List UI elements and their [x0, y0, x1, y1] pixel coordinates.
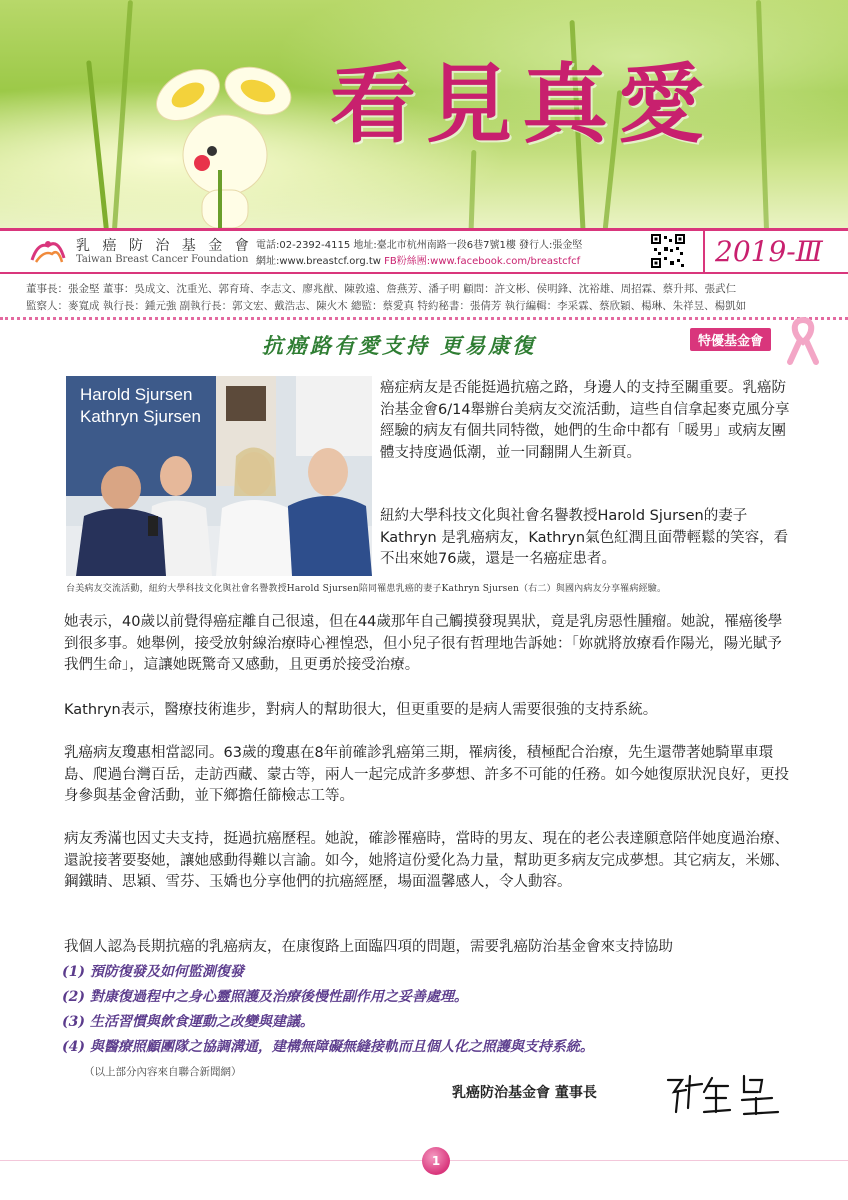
handwritten-signature-image [660, 1068, 790, 1118]
photo-name-line: Harold Sjursen [80, 385, 193, 404]
photo-caption: 台美病友交流活動，紐約大學科技文化與社會名譽教授Harold Sjursen陪同罹患乳癌的妻子Kathryn Sjursen（右二）與國內病友分享罹病經驗。 [66, 584, 667, 594]
issue-list-item: (4) 與醫療照顧團隊之協調溝通，建構無障礙無縫接軌而且個人化之照護與支持系統。 [62, 1039, 594, 1055]
signature-title: 乳癌防治基金會 董事長 [452, 1085, 597, 1101]
org-name-chinese: 乳 癌 防 治 基 金 會 [76, 238, 253, 254]
dotted-divider [0, 317, 848, 320]
issue-box [703, 231, 848, 273]
qr-code-icon [650, 233, 686, 269]
photo-overlay-names [80, 384, 201, 428]
grass-stem [469, 150, 477, 228]
page-number: 1 [422, 1147, 450, 1175]
photo-name-line: Kathryn Sjursen [80, 407, 201, 426]
website-info [256, 252, 580, 267]
foundation-logo-icon [28, 234, 68, 270]
grass-stem [86, 60, 109, 228]
contact-info: 電話:02-2392-4115 地址:臺北市杭州南路一段6巷7號1樓 發行人:張金堅 [256, 240, 583, 251]
source-note: （以上部分內容來自聯合新聞網） [84, 1066, 242, 1078]
header-banner [0, 0, 848, 228]
article-paragraph: 她表示，40歲以前覺得癌症離自己很遠，但在44歲那年自己觸摸發現異狀，竟是乳房惡性腫瘤。她說，罹癌後學到很多事。她舉例，接受放射線治療時心裡惶恐，但小兒子很有哲理地告訴她：「妳就將放療看作陽光，陽光賦予我們生命」，這讓她既驚奇又感動，且更勇於接受治療。 [64, 614, 783, 673]
event-photo [66, 376, 372, 576]
page-title: 看見真愛 [330, 54, 714, 155]
org-name-english: Taiwan Breast Cancer Foundation [76, 254, 249, 265]
divider [0, 272, 848, 274]
article-paragraph: 癌症病友是否能挺過抗癌之路，身邊人的支持至關重要。乳癌防治基金會6/14舉辦台美病友交流活動，這些自信拿起麥克風分享經驗的病友有個共同特徵，她們的生命中都有「暖男」或病友團體支持度過低潮，並一同翻開人生新頁。 [380, 380, 790, 461]
info-bar [0, 228, 848, 274]
pink-ribbon-icon [786, 316, 820, 366]
article-paragraph: Kathryn表示，醫療技術進步，對病人的幫助很大，但更重要的是病人需要很強的支持系統。 [64, 702, 658, 718]
issue-list-item: (1) 預防復發及如何監測復發 [62, 964, 244, 980]
article-paragraph: 紐約大學科技文化與社會名譽教授Harold Sjursen的妻子Kathryn 是乳癌病友，Kathryn氣色紅潤且面帶輕鬆的笑容，看不出來她76歲，還是一名癌症患者。 [380, 508, 789, 567]
article-paragraph: 病友秀滿也因丈夫支持，挺過抗癌歷程。她說，確診罹癌時，當時的男友、現在的老公表達願意陪伴她度過治療、還說接著要娶她，讓她感動得難以言諭。如今，她將這份愛化為力量，幫助更多病友完成夢想。其它病友，米娜、鋼鐵睛、思穎、雪芬、玉嬌也分享他們的抗癌經歷，場面溫馨感人，令人動容。 [64, 831, 789, 890]
bunny-figure-image [140, 55, 310, 228]
grass-stem [112, 0, 133, 228]
article-paragraph: 我個人認為長期抗癌的乳癌病友，在康復路上面臨四項的問題，需要乳癌防治基金會來支持協助 [64, 939, 673, 955]
article-headline: 抗癌路有愛支持 更易康復 [262, 333, 537, 358]
facebook-link[interactable]: FB粉絲團:www.facebook.com/breastcfcf [384, 256, 581, 267]
staff-list: 監察人：麥寬成 執行長：鍾元強 副執行長：郭文宏、戴浩志、陳火木 總監：蔡愛真 特約秘書：張倩芳 執行編輯：李采霖、蔡欣穎、楊琳、朱祥昱、楊凱如 [26, 300, 747, 312]
issue-list-item: (2) 對康復過程中之身心靈照護及治療後慢性副作用之妥善處理。 [62, 989, 468, 1005]
issue-list-item: (3) 生活習慣與飲食運動之改變與建議。 [62, 1014, 314, 1030]
issue-number: 2019-Ⅲ [715, 235, 823, 268]
website-link[interactable]: 網址:www.breastcf.org.tw [256, 256, 385, 267]
staff-list: 董事長：張金堅 董事：吳成文、沈重光、郭育琦、李志文、廖兆猷、陳敦遠、詹燕芳、潘子明 顧問：許文彬、侯明鋒、沈裕雄、周招霖、蔡升邦、張武仁 [26, 283, 737, 295]
article-paragraph: 乳癌病友瓊惠相當認同。63歲的瓊惠在8年前確診乳癌第三期，罹病後，積極配合治療，先生還帶著她騎單車環島、爬過台灣百岳，走訪西藏、蒙古等，兩人一起完成許多夢想、許多不可能的任務。如今她復原狀況良好，更投身參與基金會活動，並下鄉擔任篩檢志工等。 [64, 745, 789, 804]
award-badge: 特優基金會 [690, 328, 771, 351]
